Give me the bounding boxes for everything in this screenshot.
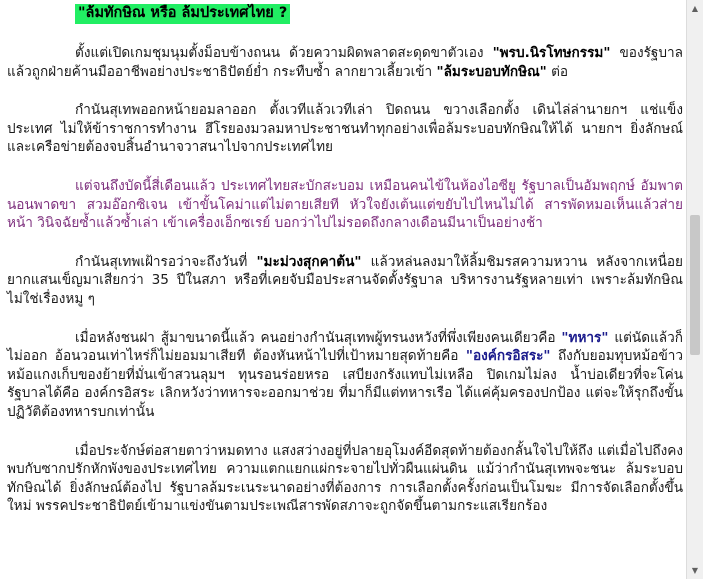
arrow-down-icon[interactable]: ▼: [691, 566, 699, 575]
paragraph-1-text-d: ต่อ: [546, 63, 569, 80]
arrow-up-icon[interactable]: ▲: [691, 4, 699, 13]
vertical-scrollbar[interactable]: [686, 0, 703, 579]
article-title: "ล้มทักษิณ หรือ ล้มประเทศไทย ?: [75, 4, 290, 24]
paragraph-4-text-c: แล้วหล่นลงมาให้ลิ้มชิมรสความหวาน หลังจากเหนื่อยยากแสนเข็ญมาเสียกว่า 35 ปีในสภา หรือที่เคยจับมือประสานจัดตั้งรัฐบาล บริหารงานรัฐหลายเท่า เพราะล้มทักษิณไม่ใช่เรื่องหมู ๆ: [7, 253, 683, 307]
term-topple-regime: "ล้มระบอบทักษิณ": [436, 63, 547, 80]
paragraph-5-text-d: ถึงกับยอมทุบหม้อข้าวหม้อแกงเก็บของย้ายที่มั่นเข้าสวนลุมฯ ทุนรอนร่อยหรอ เสบียงกรังแทบไม่เหลือ ปิดเกมไม่ลง น้ำบ่อเดียวที่จะโค่นรัฐบาลได้คือ องค์กรอิสระ เลิกหวังว่าทหารจะออกมาช่วย ที่มาก็มีแต่ทหารเรือ ได้แค่คุ้มครองปกป้อง แต่จะให้รุกถึงขั้นปฏิวัติต้องทหารบกเท่านั้น: [7, 348, 683, 420]
scrollbar-thumb[interactable]: [690, 215, 700, 355]
paragraph-4-text-a: กำนันสุเทพเฝ้ารอว่าจะถึงวันที่: [75, 253, 257, 270]
paragraph-1-text-c: ของรัฐบาล แล้วถูกฝ่ายค้านมืออาชีพอย่างประชาธิปัตย์ย่ำ กระทืบซ้ำ ลากยาวเลี้ยวเข้า: [7, 45, 684, 80]
paragraph-6: เมื่อประจักษ์ต่อสายตาว่าหมดทาง แสงสว่างอยู่ที่ปลายอุโมงค์อีดสุดท้ายต้องกลั้นใจไปให้ถึง แต่เมื่อไปถึงคงพบกับซากปรักหักพังของประเทศไทย ความแตกแยกแผ่กระจายไปทั่วผืนแผ่นดิน แม้ว่ากำนันสุเทพจะชนะ ล้มระบอบทักษิณได้ ยิ่งลักษณ์ต้องไป รัฐบาลล้มระเนระนาดอย่างที่ต้องการ การเลือกตั้งครั้งก่อนเป็นโมฆะ มีการจัดเลือกตั้งขึ้นใหม่ พรรคประชาธิปัตย์เข้ามาแข่งขันตามประเพณีสารพัดสภาจะถูกจัดขึ้นตามกระแสเรียกร้อง: [7, 442, 683, 515]
paragraph-4: [7, 253, 683, 309]
paragraph-1-text-a: ตั้งแต่เปิดเกมชุมนุมตั้งม็อบข้างถนน ด้วยความผิดพลาดสะดุดขาตัวเอง: [75, 45, 493, 61]
paragraph-5-text-c: แต่นัดแล้วก็ไม่ออก อ้อนวอนเท่าไหร่ก็ไม่ยอมมาเสียที ต้องหันหน้าไปที่เป้าหมายสุดท้ายคือ: [7, 329, 683, 365]
paragraph-2: กำนันสุเทพออกหน้ายอมลาออก ตั้งเวทีแล้วเวทีเล่า ปิดถนน ขวางเลือกตั้ง เดินไล่ล่านายกฯ แช่แข็งประเทศ ไม่ให้ข้าราชการทำงาน ฮึโรยองมวลมหาประชาชนทำทุกอย่างเพื่อล้มระบอบทักษิณให้ได้ นายกฯ ยิ่งลักษณ์และเครือข่ายต้องจบสิ้นอำนาจวาสนาไปจากประเทศไทย: [7, 102, 683, 156]
article-body: [7, 4, 683, 516]
term-military: "ทหาร": [561, 329, 609, 346]
paragraph-1: [7, 44, 683, 81]
paragraph-5-text-a: เมื่อหลังชนฝา สู้มาขนาดนี้แล้ว คนอย่างกำนันสุเทพผู้ทรนงหวังที่พึ่งเพียงคนเดียวคือ: [75, 329, 562, 346]
term-ripe-mango: "มะม่วงสุกคาต้น": [256, 253, 362, 270]
paragraph-3: แต่จนถึงบัดนี้สี่เดือนแล้ว ประเทศไทยสะบักสะบอม เหมือนคนไข้ในห้องไอซียู รัฐบาลเป็นอัมพฤกษ์ อัมพาต นอนพาดขา สวมอ๊อกซิเจน เข้าขั้นโคม่าแต่ไม่ตายเสียที หัวใจยังเต้นแต่ขยับไปไหนไม่ได้ สารพัดหมอเห็นแล้วส่ายหน้า วินิจฉัยซ้ำแล้วซ้ำเล่า เข้าเครื่องเอ็กซเรย์ บอกว่าไปไม่รอดถึงกลางเดือนมีนาเป็นอย่างช้า: [7, 177, 683, 232]
term-amnesty-bill: "พรบ.นิรโทษกรรม": [492, 45, 611, 61]
term-independent-agency: "องค์กรอิสระ": [465, 348, 551, 365]
paragraph-5: [7, 329, 683, 422]
